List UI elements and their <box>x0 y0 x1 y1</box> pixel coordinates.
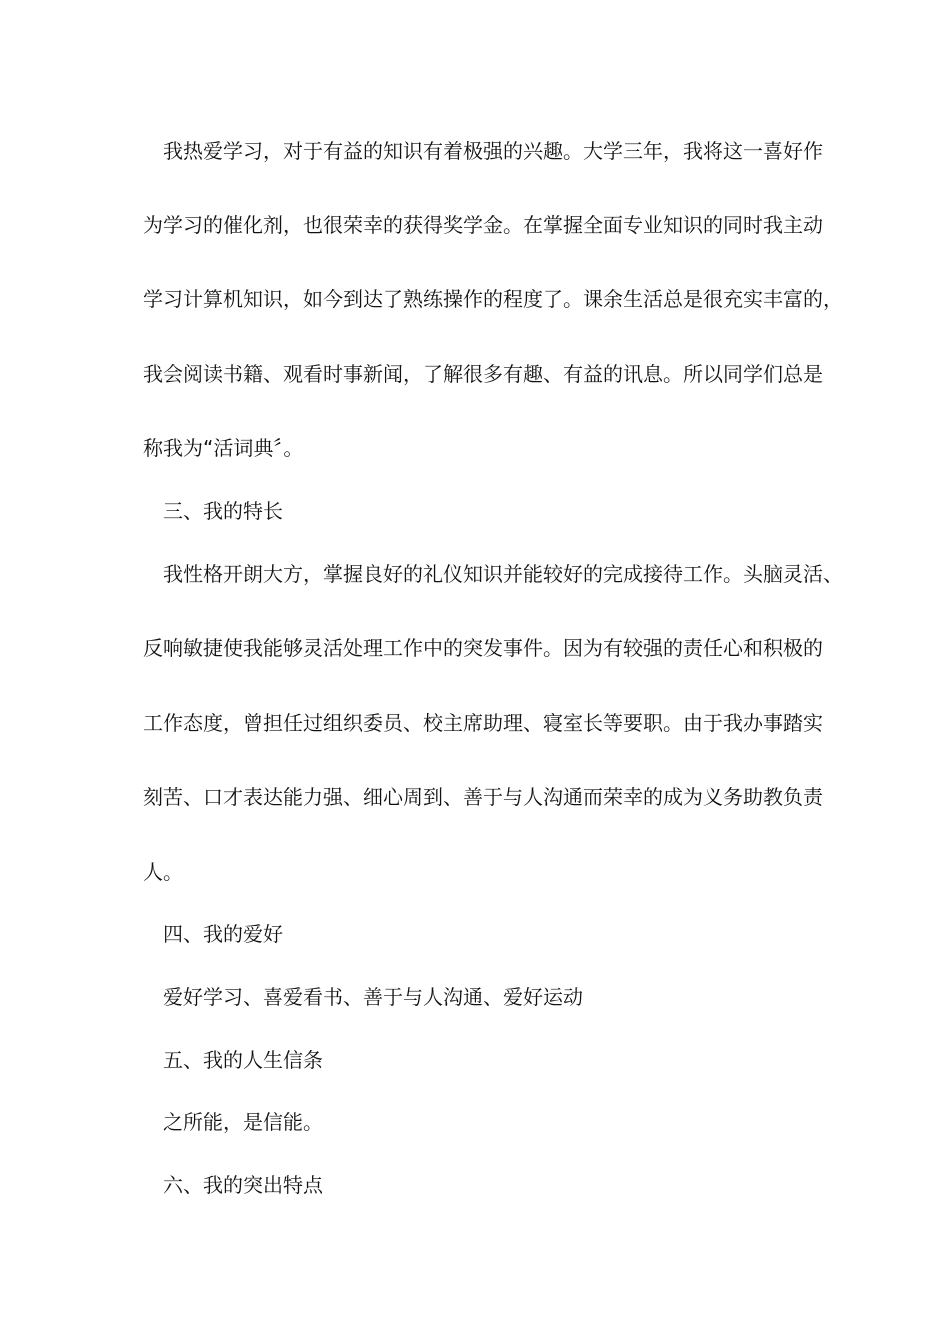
paragraph-line: 工作态度，曾担任过组织委员、校主席助理、寝室长等要职。由于我办事踏实 <box>143 711 823 735</box>
section-heading: 五、我的人生信条 <box>163 1048 323 1072</box>
paragraph-line: 人。 <box>143 860 183 884</box>
section-heading: 三、我的特长 <box>163 499 283 523</box>
paragraph-line: 我热爱学习，对于有益的知识有着极强的兴趣。大学三年，我将这一喜好作 <box>163 139 823 163</box>
section-heading: 六、我的突出特点 <box>163 1173 323 1197</box>
paragraph-line: 我会阅读书籍、观看时事新闻，了解很多有趣、有益的讯息。所以同学们总是 <box>143 362 823 386</box>
paragraph-line: 反响敏捷使我能够灵活处理工作中的突发事件。因为有较强的责任心和积极的 <box>143 636 823 660</box>
paragraph-line: 爱好学习、喜爱看书、善于与人沟通、爱好运动 <box>163 985 583 1009</box>
section-heading: 四、我的爱好 <box>163 922 283 946</box>
paragraph-line: 刻苦、口才表达能力强、细心周到、善于与人沟通而荣幸的成为义务助教负责 <box>143 785 823 809</box>
paragraph-line: 称我为“活词典〞。 <box>143 436 304 460</box>
paragraph-line: 我性格开朗大方，掌握良好的礼仪知识并能较好的完成接待工作。头脑灵活、 <box>163 562 843 586</box>
paragraph-line: 之所能，是信能。 <box>163 1110 323 1134</box>
paragraph-line: 为学习的催化剂，也很荣幸的获得奖学金。在掌握全面专业知识的同时我主动 <box>143 213 823 237</box>
paragraph-line: 学习计算机知识，如今到达了熟练操作的程度了。课余生活总是很充实丰富的， <box>143 287 843 311</box>
